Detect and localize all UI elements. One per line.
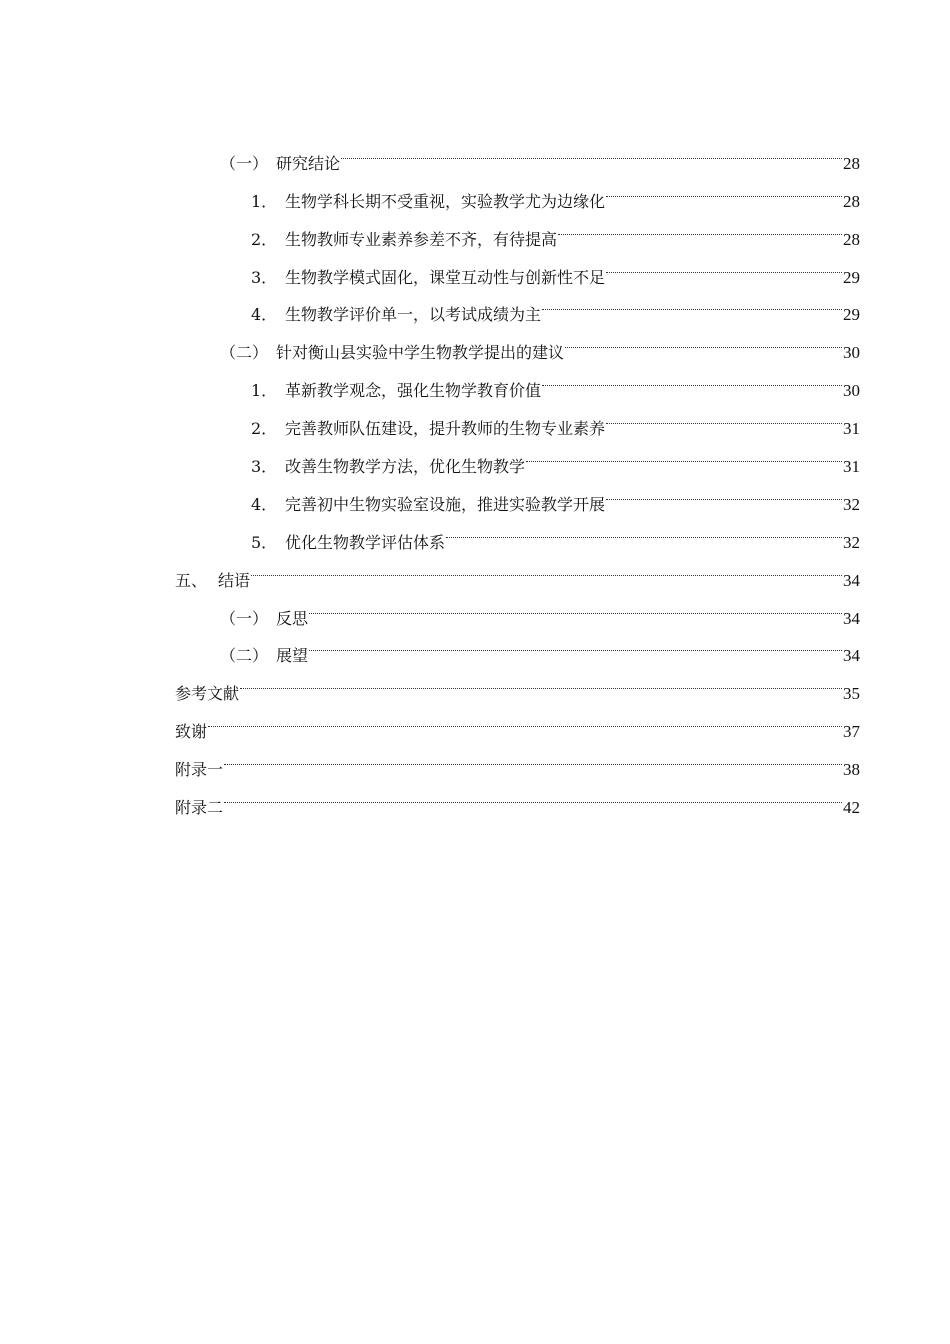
toc-entry-number: 3． [251,457,278,477]
toc-entry-title: 致谢 [175,722,208,742]
toc-entry-page: 28 [843,153,860,173]
toc-entry-title: 革新教学观念，强化生物学教育价值 [285,381,542,401]
toc-entry-page: 34 [843,570,860,590]
toc-entry-page: 35 [843,684,860,704]
dot-leader [606,245,842,283]
toc-entry[interactable] [175,586,860,628]
dot-leader [446,510,842,548]
dot-leader [606,472,842,510]
toc-entry-title: 参考文献 [175,684,240,704]
dot-leader [208,699,842,737]
toc-entry-title: 生物教学模式固化，课堂互动性与创新性不足 [285,267,606,287]
toc-entry[interactable] [175,131,860,173]
dot-leader [565,320,842,358]
dot-leader [224,737,842,775]
toc-entry-number: （二） [220,343,269,363]
toc-entry-page: 38 [843,760,860,780]
toc-entry-number: 1． [251,381,278,401]
dot-leader [309,624,842,662]
toc-entry-page: 32 [843,494,860,514]
toc-entry-title: 附录二 [175,798,224,818]
toc-entry-page: 37 [843,722,860,742]
toc-entry-title: 针对衡山县实验中学生物教学提出的建议 [276,343,565,363]
toc-entry-page: 42 [843,798,860,818]
dot-leader [606,169,842,207]
toc-entry-title: 研究结论 [276,153,341,173]
dot-leader [341,131,842,169]
toc-entry-page: 31 [843,457,860,477]
toc-entry-number: 4． [251,305,278,325]
toc-entry-number: 1． [251,191,278,211]
toc-entry[interactable] [175,548,860,590]
toc-entry-number: 5． [251,532,278,552]
toc-entry-title: 完善初中生物实验室设施，推进实验教学开展 [285,494,606,514]
toc-entry-number: 3． [251,267,278,287]
toc-entry-page: 34 [843,608,860,628]
dot-leader [526,434,842,472]
toc-entry-page: 28 [843,191,860,211]
dot-leader [542,358,842,396]
toc-entry-number: 五、 [175,570,208,590]
dot-leader [542,283,842,321]
toc-entry-number: （二） [220,646,269,666]
toc-entry-title: 生物教师专业素养参差不齐，有待提高 [285,229,558,249]
toc-entry-page: 32 [843,532,860,552]
dot-leader [251,548,842,586]
toc-entry-title: 生物教学评价单一，以考试成绩为主 [285,305,542,325]
toc-entry-page: 30 [843,381,860,401]
toc-entry-number: （一） [220,608,269,628]
toc-entry-title: 生物学科长期不受重视，实验教学尤为边缘化 [285,191,606,211]
toc-entry-page: 30 [843,343,860,363]
toc-entry-page: 29 [843,267,860,287]
dot-leader [224,775,842,813]
toc-entry-number: 2． [251,229,278,249]
toc-entry-page: 31 [843,419,860,439]
toc-entry[interactable] [175,661,860,704]
toc-entry-page: 28 [843,229,860,249]
toc-entry[interactable] [175,775,860,818]
table-of-contents [175,131,860,818]
toc-entry-title: 附录一 [175,760,224,780]
toc-entry-title: 改善生物教学方法，优化生物教学 [285,457,526,477]
toc-entry-number: （一） [220,153,269,173]
dot-leader [309,586,842,624]
toc-entry[interactable] [175,737,860,780]
toc-entry-number: 2． [251,419,278,439]
dot-leader [240,661,842,699]
toc-entry-title: 展望 [276,646,309,666]
toc-entry-title: 结语 [218,570,251,590]
toc-entry-title: 完善教师队伍建设，提升教师的生物专业素养 [285,419,606,439]
toc-entry-title: 反思 [276,608,309,628]
toc-entry[interactable] [175,699,860,742]
toc-entry-page: 34 [843,646,860,666]
dot-leader [606,396,842,434]
toc-entry-number: 4． [251,494,278,514]
toc-entry-title: 优化生物教学评估体系 [285,532,446,552]
dot-leader [558,207,842,245]
toc-entry-page: 29 [843,305,860,325]
